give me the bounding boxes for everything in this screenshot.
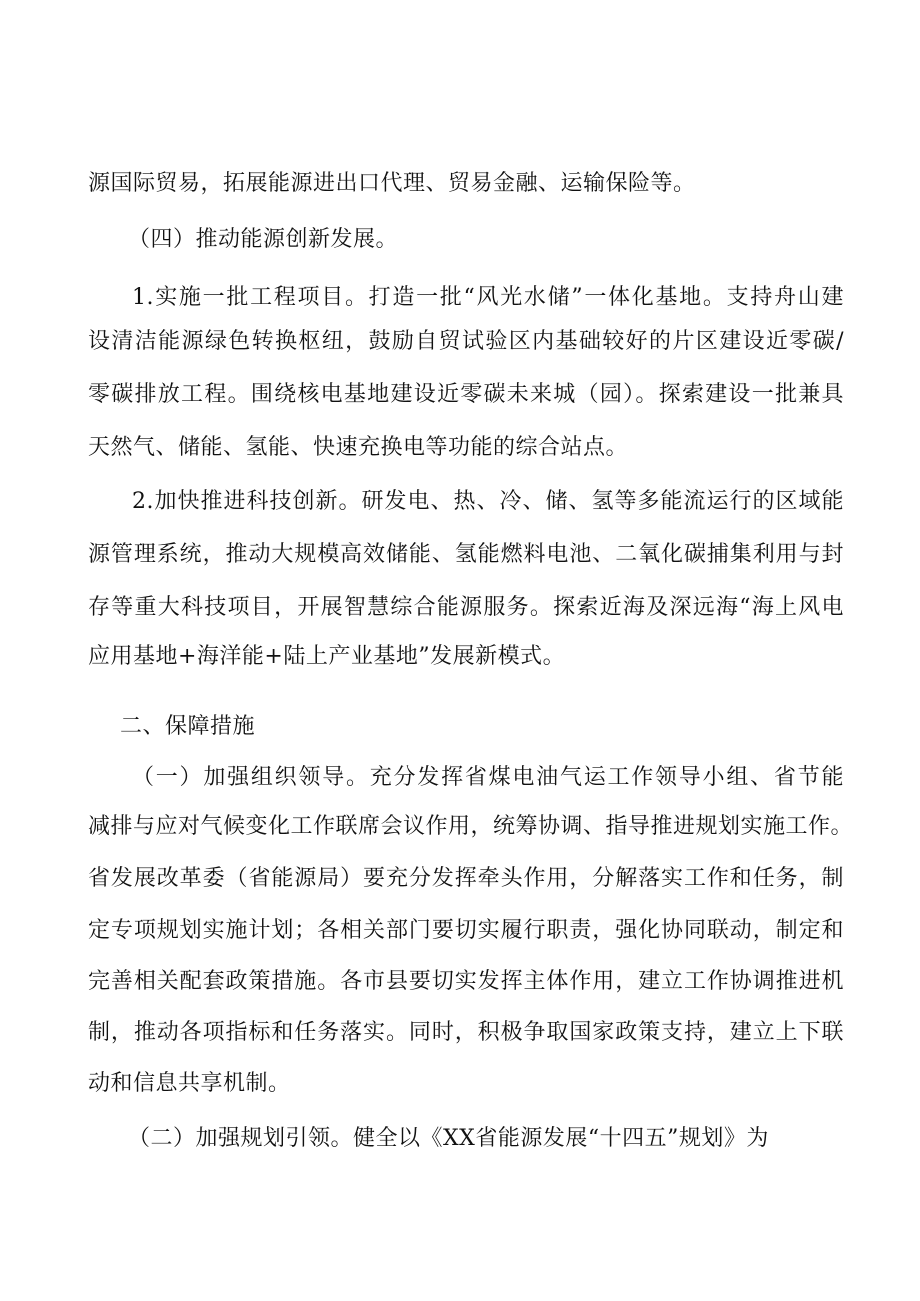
text-line: 制，推动各项指标和任务落实。同时，积极争取国家政策支持，建立上下联 (88, 1020, 844, 1045)
text-line: 源管理系统，推动大规模高效储能、氢能燃料电池、二氧化碳捕集利用与封 (88, 542, 844, 567)
text-line: 存等重大科技项目，开展智慧综合能源服务。探索近海及深远海“海上风电 (88, 595, 844, 620)
text-line: 定专项规划实施计划；各相关部门要切实履行职责，强化协同联动，制定和 (88, 918, 844, 943)
text-line: 1.实施一批工程项目。打造一批“风光水储”一体化基地。支持舟山建 (132, 285, 844, 310)
text-line: 零碳排放工程。围绕核电基地建设近零碳未来城（园）。探索建设一批兼具 (88, 382, 844, 407)
text-line: （二）加强规划引领。健全以《XX省能源发展“十四五”规划》为 (128, 1126, 769, 1151)
text-line: 天然气、储能、氢能、快速充换电等功能的综合站点。 (88, 435, 629, 460)
text-line: （一）加强组织领导。充分发挥省煤电油气运工作领导小组、省节能 (132, 765, 844, 790)
text-line: 2.加快推进科技创新。研发电、热、冷、储、氢等多能流运行的区域能 (132, 489, 844, 514)
section-heading: （四）推动能源创新发展。 (128, 227, 399, 252)
text-line: 完善相关配套政策措施。各市县要切实发挥主体作用，建立工作协调推进机 (88, 969, 844, 994)
text-line: 减排与应对气候变化工作联席会议作用，统筹协调、指导推进规划实施工作。 (88, 814, 854, 839)
text-line: 设清洁能源绿色转换枢纽，鼓励自贸试验区内基础较好的片区建设近零碳/ (88, 329, 844, 354)
text-line: 动和信息共享机制。 (88, 1071, 291, 1096)
text-line: 应用基地+海洋能+陆上产业基地”发展新模式。 (88, 644, 566, 669)
section-heading: 二、保障措施 (120, 714, 256, 739)
text-line: 省发展改革委（省能源局）要充分发挥牵头作用，分解落实工作和任务，制 (88, 866, 844, 891)
text-line: 源国际贸易，拓展能源进出口代理、贸易金融、运输保险等。 (88, 171, 696, 196)
